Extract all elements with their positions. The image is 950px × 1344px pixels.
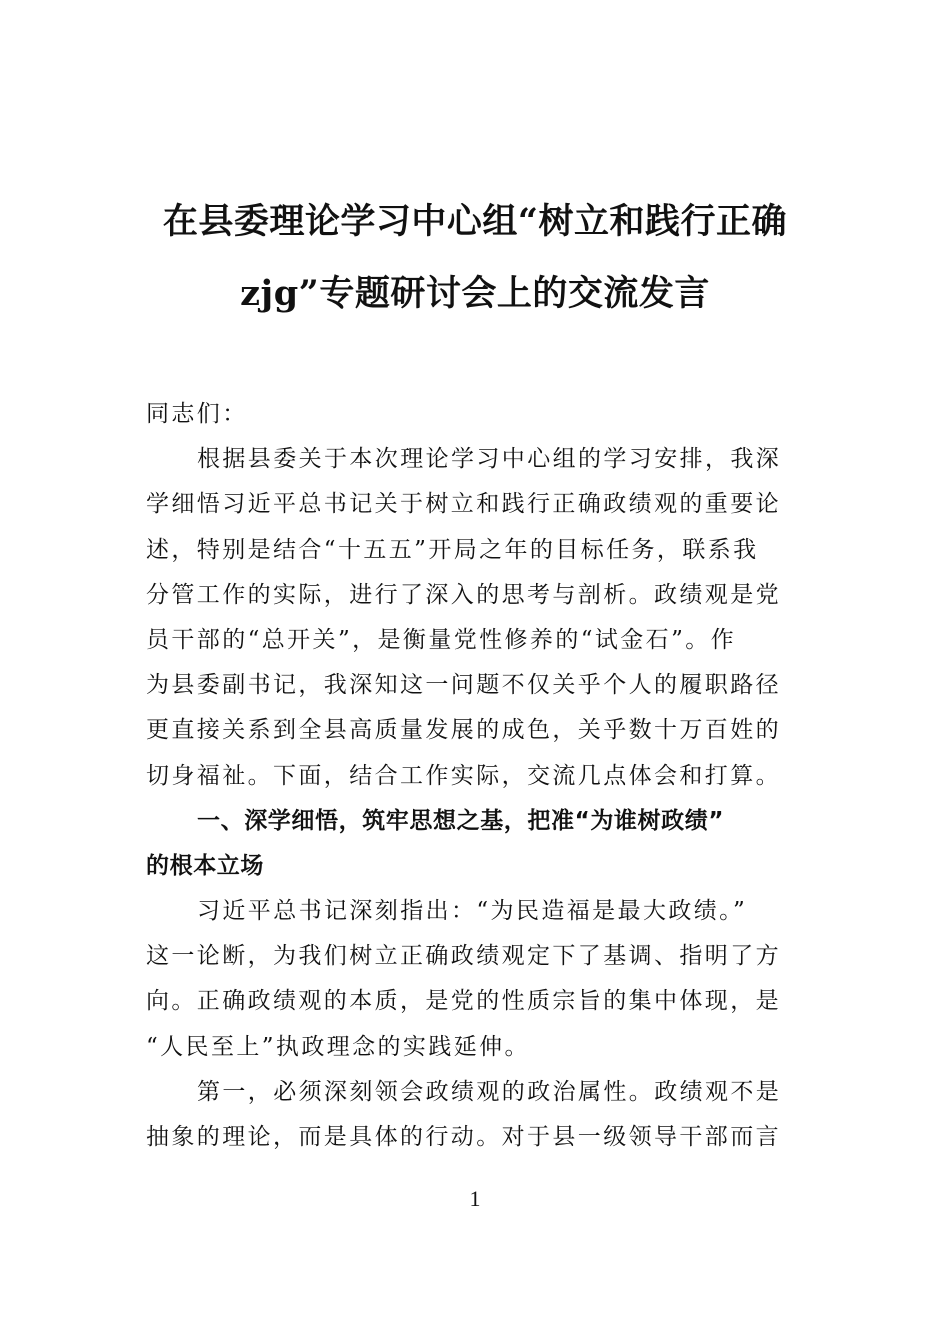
paragraph-line: 更直接关系到全县高质量发展的成色，关乎数十万百姓的 xyxy=(146,717,781,744)
paragraph-line: 为县委副书记，我深知这一问题不仅关乎个人的履职路径 xyxy=(146,672,781,699)
document-body xyxy=(146,392,806,1160)
paragraph-line: 抽象的理论，而是具体的行动。对于县一级领导干部而言 xyxy=(146,1124,781,1150)
paragraph-line: 向。正确政绩观的本质，是党的性质宗旨的集中体现，是 xyxy=(146,988,781,1015)
document-title xyxy=(120,186,830,330)
paragraph-line: 根据县委关于本次理论学习中心组的学习安排，我深 xyxy=(197,446,782,473)
page-number: 1 xyxy=(469,1186,481,1211)
paragraph-line: 学细悟习近平总书记关于树立和践行正确政绩观的重要论 xyxy=(146,491,781,518)
paragraph-line: “人民至上”执政理念的实践延伸。 xyxy=(146,1033,530,1060)
paragraph-line: 习近平总书记深刻指出：“为民造福是最大政绩。” xyxy=(197,898,748,925)
paragraph-line: 员干部的“总开关”，是衡量党性修养的“试金石”。作 xyxy=(146,626,737,653)
section-heading-line: 一、深学细悟，筑牢思想之基，把准“为谁树政绩” xyxy=(197,807,725,834)
paragraph-line: 述，特别是结合“十五五”开局之年的目标任务，联系我 xyxy=(146,536,759,563)
paragraph-line: 第一，必须深刻领会政绩观的政治属性。政绩观不是 xyxy=(197,1078,782,1105)
section-heading-line: 的根本立场 xyxy=(146,852,264,879)
paragraph-line: 同志们： xyxy=(146,401,248,427)
paragraph-line: 切身福祉。下面，结合工作实际，交流几点体会和打算。 xyxy=(146,762,781,789)
title-line-1: 在县委理论学习中心组“树立和践行正确 xyxy=(162,201,788,242)
paragraph-line: 分管工作的实际，进行了深入的思考与剖析。政绩观是党 xyxy=(146,581,781,608)
title-line-2: zjg”专题研讨会上的交流发言 xyxy=(240,273,710,314)
paragraph-line: 这一论断，为我们树立正确政绩观定下了基调、指明了方 xyxy=(146,943,781,970)
